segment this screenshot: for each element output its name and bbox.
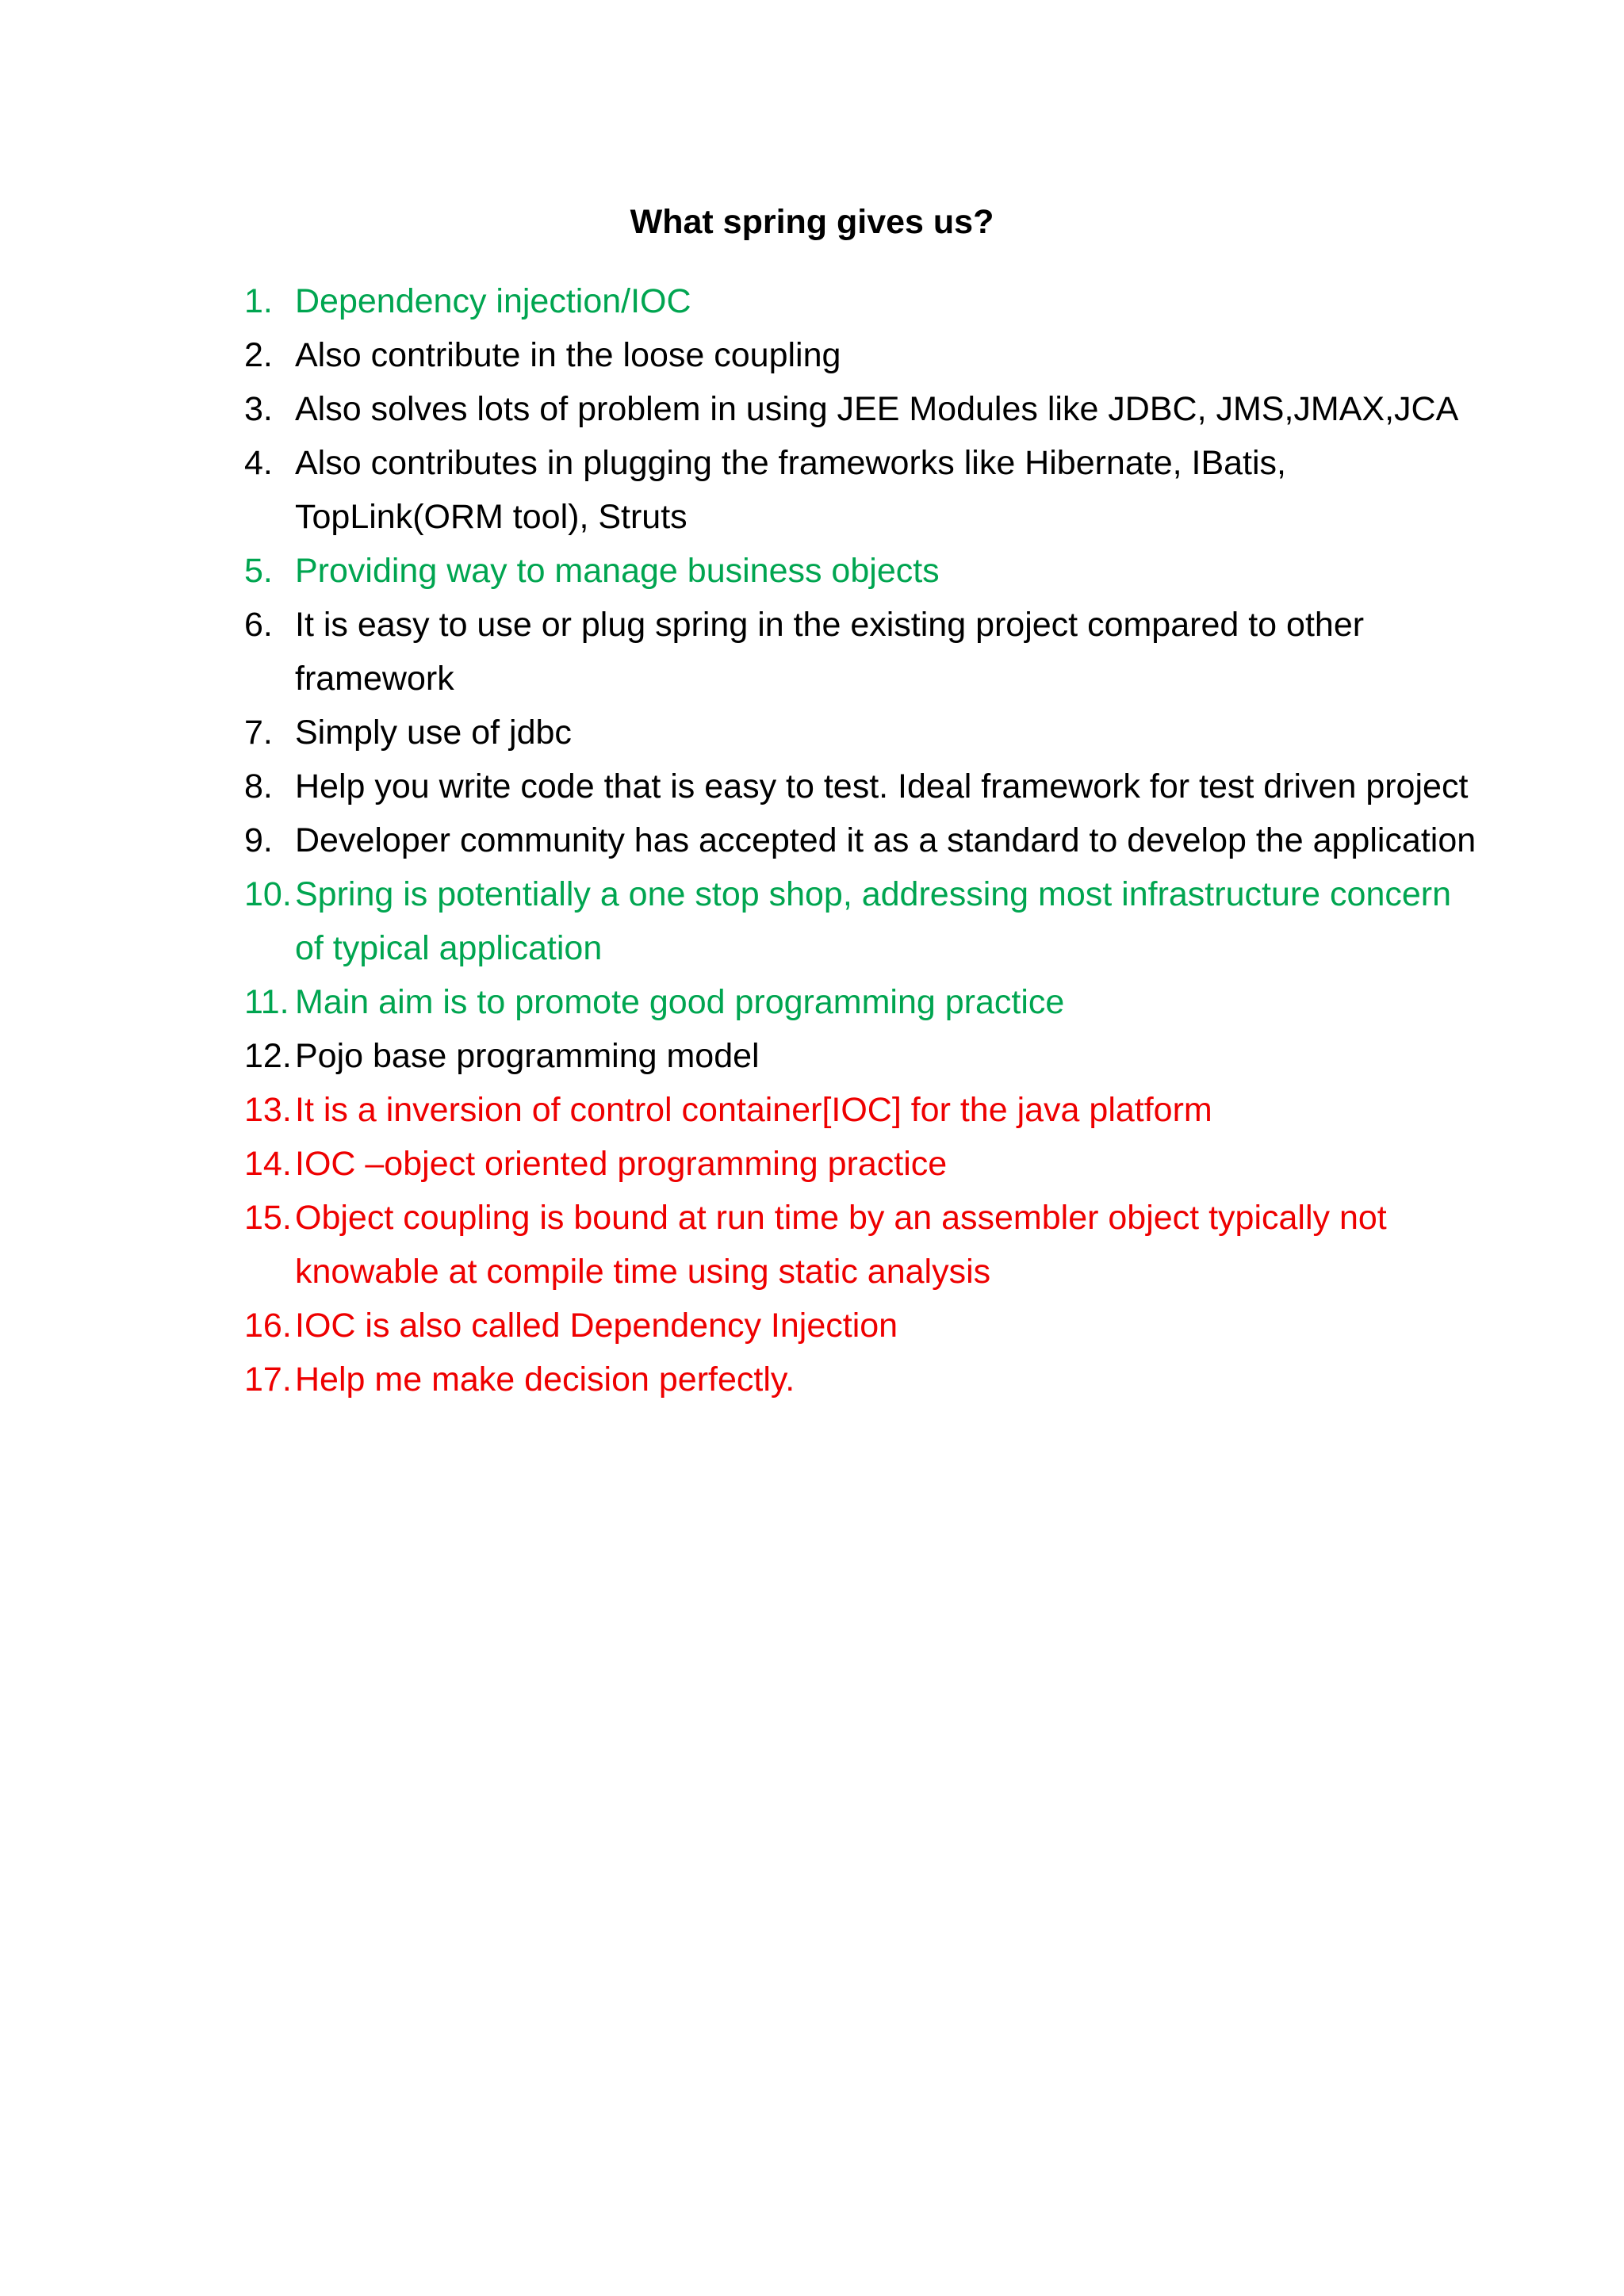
list-item [244,1299,1481,1353]
list-item-number: 11. [244,983,289,1021]
list-item-number: 14. [244,1145,292,1183]
list-item-text: IOC –object oriented programming practice [295,1145,948,1183]
list-item-text: IOC is also called Dependency Injection [295,1307,898,1345]
list-item-text: Providing way to manage business objects [295,552,940,590]
page-title: What spring gives us? [630,203,994,241]
list-item-text: Object coupling is bound at run time by an assembler object typically not knowable at compile time using static analysis [295,1199,1387,1291]
list-item [244,760,1481,813]
list-item-text: Simply use of jdbc [295,714,572,752]
numbered-list [244,274,1481,1406]
list-item [244,544,1481,598]
list-item [244,274,1481,328]
list-item-text: Help you write code that is easy to test. Ideal framework for test driven project [295,767,1469,806]
list-item-number: 15. [244,1199,292,1237]
list-item [244,1029,1481,1083]
list-item [244,382,1481,436]
list-item [244,1083,1481,1137]
list-item-number: 13. [244,1091,292,1129]
list-item [244,1137,1481,1191]
list-item-number: 8. [244,767,273,806]
list-item-number: 2. [244,336,273,374]
list-item-number: 4. [244,444,273,482]
list-item-text: Help me make decision perfectly. [295,1360,795,1399]
list-item-number: 16. [244,1307,292,1345]
list-item-text: Dependency injection/IOC [295,282,691,320]
list-item-number: 12. [244,1037,292,1075]
list-item-number: 9. [244,821,273,859]
list-item-number: 5. [244,552,273,590]
list-item-text: Also contributes in plugging the frameworks like Hibernate, IBatis, TopLink(ORM tool), Struts [295,444,1287,536]
list-item-text: Also solves lots of problem in using JEE Modules like JDBC, JMS,JMAX,JCA [295,390,1459,428]
list-item [244,706,1481,760]
list-item-number: 17. [244,1360,292,1399]
list-item [244,813,1481,867]
list-item-text: Spring is potentially a one stop shop, addressing most infrastructure concern of typical application [295,875,1452,967]
list-item-text: Main aim is to promote good programming practice [295,983,1065,1021]
list-item-text: Pojo base programming model [295,1037,760,1075]
list-item-text: It is easy to use or plug spring in the existing project compared to other framework [295,606,1365,698]
list-item [244,975,1481,1029]
list-item [244,867,1481,975]
list-item-number: 3. [244,390,273,428]
list-item-number: 10. [244,875,292,913]
list-item [244,598,1481,706]
list-item [244,436,1481,544]
list-item-number: 1. [244,282,273,320]
list-item-text: It is a inversion of control container[IOC] for the java platform [295,1091,1212,1129]
list-item-number: 6. [244,606,273,644]
list-item-text: Also contribute in the loose coupling [295,336,841,374]
list-item-text: Developer community has accepted it as a standard to develop the application [295,821,1477,859]
list-item [244,1191,1481,1299]
list-item [244,1353,1481,1406]
list-item [244,328,1481,382]
list-item-number: 7. [244,714,273,752]
